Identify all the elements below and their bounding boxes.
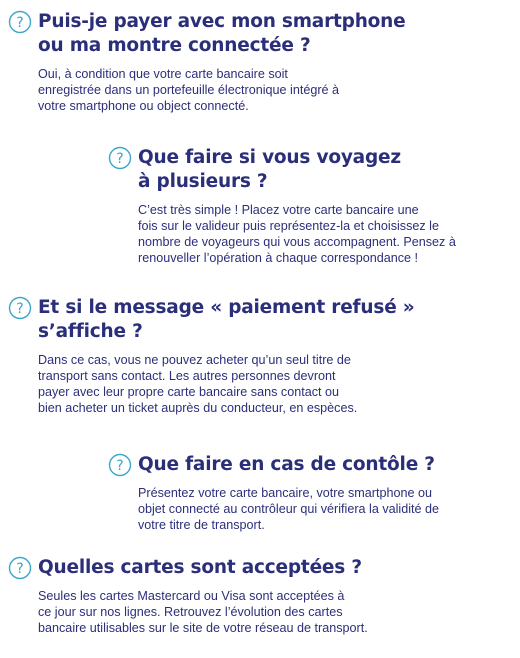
faq-answer-line: payer avec leur propre carte bancaire sans contact ou [38, 385, 340, 399]
faq-answer [38, 66, 508, 114]
faq-item-accepted-cards [8, 556, 508, 636]
faq-question [38, 296, 415, 344]
faq-question [38, 10, 406, 58]
question-circle-icon [108, 453, 132, 477]
faq-answer-line: C’est très simple ! Placez votre carte bancaire une [138, 203, 419, 217]
faq-answer-line: ce jour sur nos lignes. Retrouvez l’évolution des cartes [38, 605, 343, 619]
faq-item-group-travel [108, 146, 508, 266]
faq-question-line: ou ma montre connectée ? [38, 35, 311, 56]
faq-answer-line: bien acheter un ticket auprès du conducteur, en espèces. [38, 401, 358, 415]
faq-answer-line: Présentez votre carte bancaire, votre smartphone ou [138, 486, 433, 500]
faq-answer-text: bancaire utilisables sur [38, 621, 170, 635]
question-circle-icon [8, 296, 32, 320]
faq-answer-line: nombre de voyageurs qui vous accompagnent. Pensez à [138, 235, 456, 249]
faq-question-line: à plusieurs ? [138, 171, 268, 192]
faq-item-ticket-inspection [108, 453, 508, 533]
faq-answer-line: fois sur le valideur puis représentez-la et choisissez le [138, 219, 439, 233]
faq-question-row [8, 556, 508, 580]
faq-question-row [108, 146, 508, 194]
question-circle-icon [108, 146, 132, 170]
faq-answer-line: enregistrée dans un portefeuille électronique intégré à [38, 83, 340, 97]
faq-answer-line: transport sans contact. Les autres personnes devront [38, 369, 336, 383]
transport-network-site-link[interactable]: le site de votre réseau de transport. [169, 621, 368, 635]
faq-answer-line: Oui, à condition que votre carte bancaire soit [38, 67, 288, 81]
faq-question [138, 453, 435, 477]
faq-item-payment-refused [8, 296, 508, 416]
svg-text:?: ? [116, 458, 124, 474]
faq-item-smartphone-payment [8, 10, 508, 114]
faq-question [138, 146, 401, 194]
faq-answer [138, 202, 508, 266]
faq-question-line: s’affiche ? [38, 321, 143, 342]
faq-answer-line-with-link [38, 620, 508, 636]
faq-answer [38, 352, 508, 416]
faq-question-line: Puis-je payer avec mon smartphone [38, 11, 406, 32]
faq-question-line: Et si le message « paiement refusé » [38, 297, 415, 318]
faq-answer [138, 485, 508, 533]
faq-answer-line: renouveller l’opération à chaque correspondance ! [138, 251, 419, 265]
faq-answer-line: Seules les cartes Mastercard ou Visa sont acceptées à [38, 589, 345, 603]
faq-question-line: Que faire si vous voyagez [138, 147, 401, 168]
faq-question-line: Que faire en cas de contôle ? [138, 454, 435, 475]
svg-text:?: ? [16, 15, 24, 31]
faq-question-row [8, 296, 508, 344]
faq-answer [38, 588, 508, 636]
faq-question-row [108, 453, 508, 477]
faq-answer-line: objet connecté au contrôleur qui vérifiera la validité de [138, 502, 440, 516]
faq-question [38, 556, 362, 580]
faq-answer-line: votre titre de transport. [138, 518, 265, 532]
question-circle-icon [8, 10, 32, 34]
svg-text:?: ? [16, 301, 24, 317]
svg-text:?: ? [16, 561, 24, 577]
faq-answer-line: Dans ce cas, vous ne pouvez acheter qu’un seul titre de [38, 353, 351, 367]
svg-text:?: ? [116, 151, 124, 167]
question-circle-icon [8, 556, 32, 580]
faq-answer-line: votre smartphone ou object connecté. [38, 99, 249, 113]
faq-question-row [8, 10, 508, 58]
faq-question-line: Quelles cartes sont acceptées ? [38, 557, 362, 578]
